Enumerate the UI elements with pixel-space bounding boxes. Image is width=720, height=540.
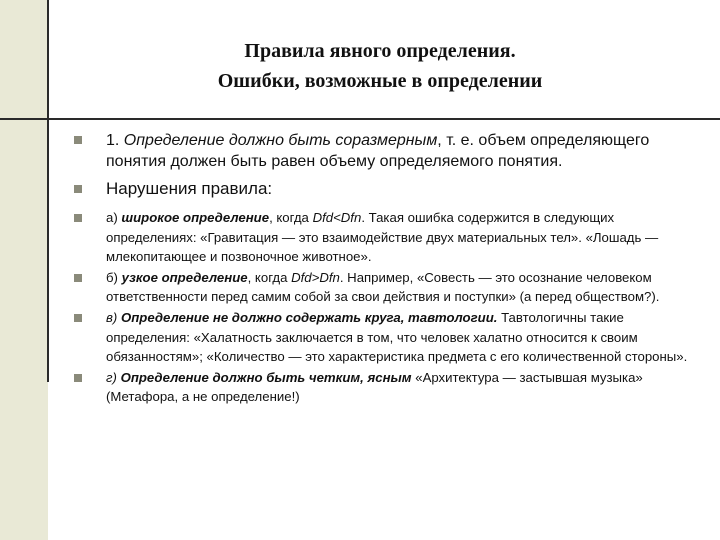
item-term: узкое определение: [121, 269, 248, 285]
item-term: широкое определение: [121, 210, 270, 225]
square-bullet-icon: [74, 274, 82, 282]
item-prefix: а): [106, 210, 122, 225]
list-item-violations: [74, 178, 704, 200]
square-bullet-icon: [74, 314, 82, 322]
item-text: Нарушения правила:: [106, 179, 273, 198]
item-term: Определение не должно содержать круга, тавтологии.: [120, 309, 498, 325]
square-bullet-icon: [74, 214, 82, 222]
vertical-rule: [47, 0, 49, 382]
item-text: Тавтологичны такие определения: «Халатность заключается в том, что человек халатно относится к своим обязанностям»; «Количество — это характеристика предмета с его количественной стороны».: [106, 309, 688, 365]
list-item-narrow-definition: [74, 268, 704, 307]
list-item-clarity: [74, 368, 704, 407]
item-mid: , когда: [269, 210, 313, 225]
horizontal-rule: [0, 118, 720, 120]
list-item-broad-definition: [74, 208, 704, 267]
list-item-rule-1: [74, 130, 704, 172]
list-item-circularity: [74, 308, 704, 367]
item-term: Определение должно быть четким, ясным: [120, 369, 412, 385]
square-bullet-icon: [74, 185, 82, 193]
item-prefix: г): [106, 369, 121, 385]
item-prefix: б): [106, 269, 122, 285]
item-prefix: 1.: [106, 132, 124, 149]
item-term: Определение должно быть соразмерным: [123, 132, 438, 149]
item-text: . Например, «Совесть — это осознание человеком ответственности перед самим собой за свои действия и поступки» (а перед обществом?).: [106, 269, 660, 305]
title-line-1: Правила явного определения.: [244, 40, 516, 62]
item-text: «Архитектура — застывшая музыка» (Метафора, а не определение!): [106, 369, 643, 405]
slide-title: [140, 36, 620, 96]
bullet-list: [74, 130, 704, 407]
square-bullet-icon: [74, 136, 82, 144]
item-text: , т. е. объем определяющего понятия должен быть равен объему определяемого понятия.: [106, 132, 650, 170]
left-decor-band: [0, 0, 48, 540]
item-formula: Dfd<Dfn: [312, 210, 362, 225]
item-mid: , когда: [247, 269, 292, 285]
square-bullet-icon: [74, 374, 82, 382]
item-text: . Такая ошибка содержится в следующих определениях: «Гравитация — это взаимодействие двух материальных тел». «Лошадь — млекопитающее и позвоночное животное».: [106, 210, 659, 265]
item-formula: Dfd>Dfn: [291, 269, 340, 285]
title-line-2: Ошибки, возможные в определении: [217, 70, 543, 92]
item-prefix: в): [106, 309, 121, 325]
